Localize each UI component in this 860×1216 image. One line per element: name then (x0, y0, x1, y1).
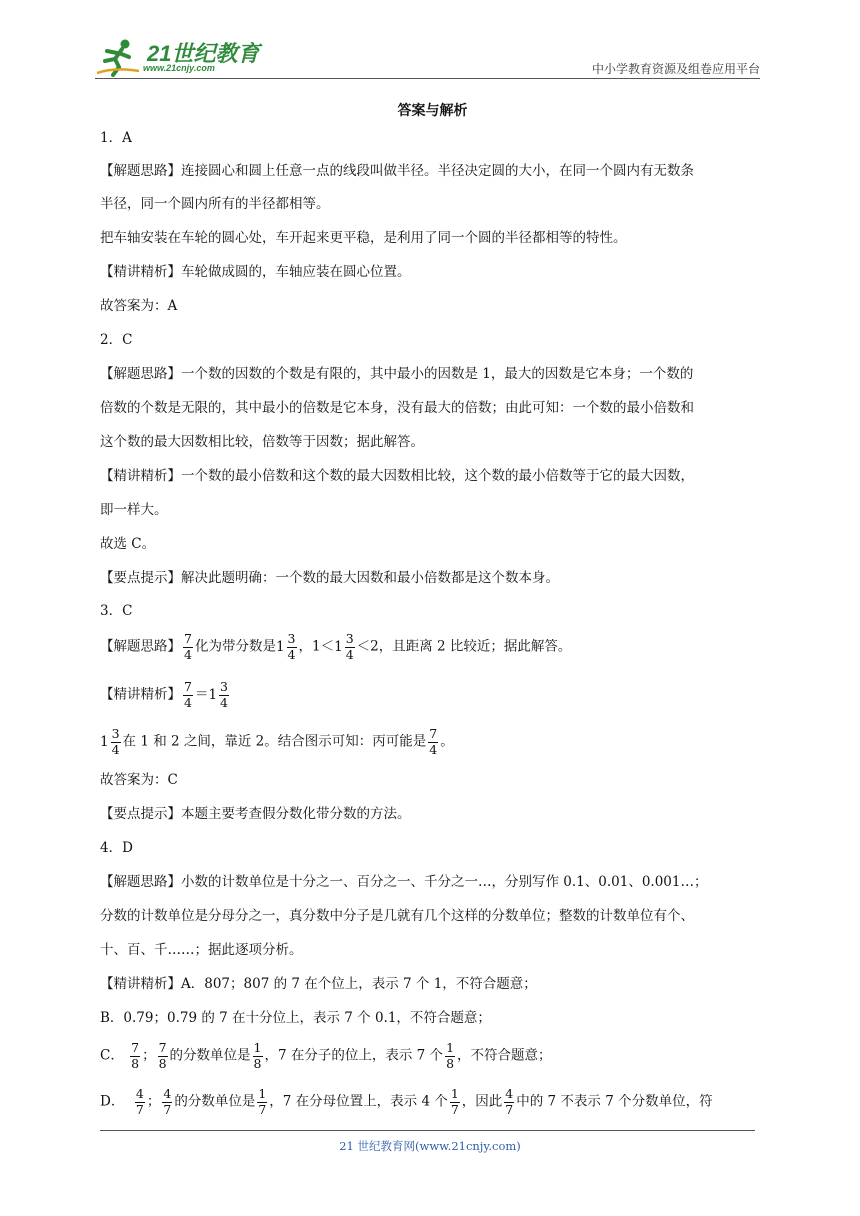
q3-analysis: 【精讲精析】 $\frac{7}{4}$ ＝1 $\frac{3}{4}$ (100, 679, 228, 710)
fraction-1-7: $\frac{1}{7}$ (258, 1086, 267, 1117)
fraction-3-4: $\frac{3}{4}$ (345, 631, 354, 662)
q1-answer: 1．A (100, 130, 132, 146)
q4-option-b: B．0.79；0.79 的 7 在十分位上，表示 7 个 0.1，不符合题意； (100, 1010, 491, 1026)
page-footer: 21 世纪教育网(www.21cnjy.com) (339, 1139, 521, 1153)
q3-idea-text2: ，1＜ (298, 638, 335, 655)
page-header (95, 35, 760, 79)
q1-analysis: 【精讲精析】车轮做成圆的，车轴应装在圆心位置。 (100, 264, 411, 280)
q2-answer: 2．C (100, 332, 133, 348)
q4-idea-line2: 分数的计数单位是分母分之一，真分数中分子是几就有几个这样的分数单位；整数的计数单位有个、 (100, 908, 694, 924)
q2-idea-line2: 倍数的个数是无限的，其中最小的倍数是它本身，没有最大的倍数；由此可知：一个数的最小倍数和 (100, 400, 694, 416)
q1-idea-line3: 把车轴安装在车轮的圆心处，车开起来更平稳，是利用了同一个圆的半径都相等的特性。 (100, 230, 627, 246)
fraction-1-7: $\frac{1}{7}$ (450, 1086, 459, 1117)
q2-result: 故选 C。 (100, 536, 156, 552)
fraction-7-4: $\frac{7}{4}$ (429, 726, 438, 757)
q4-option-d: D． $\frac{4}{7}$ ； $\frac{4}{7}$ 的分数单位是 $\frac{1}{7}$ ，7 在分母位置上，表示 4 个 $\frac{1}{7}$ ，因此 $\frac{4}{7}$ 中的 7 不表示 7 个分数单位，符 (100, 1086, 713, 1117)
q3-idea-text1: 化为带分数是 (194, 638, 276, 655)
logo-url: www.21cnjy.com (143, 63, 215, 73)
q3-idea-label: 【解题思路】 (100, 638, 181, 655)
fraction-1-8: $\frac{1}{8}$ (446, 1040, 455, 1071)
fraction-7-8: $\frac{7}{8}$ (158, 1040, 167, 1071)
logo-text: 21世纪教育 (147, 41, 260, 66)
site-logo (95, 35, 265, 79)
q4-idea-line1: 【解题思路】小数的计数单位是十分之一、百分之一、千分之一…，分别写作 0.1、0.01、0.001…； (100, 874, 708, 890)
q2-idea-line3: 这个数的最大因数相比较，倍数等于因数；据此解答。 (100, 434, 424, 450)
q2-analysis-line2: 即一样大。 (100, 502, 168, 518)
q1-idea-line2: 半径，同一个圆内所有的半径都相等。 (100, 196, 330, 212)
q3-analysis-label: 【精讲精析】 (100, 686, 181, 703)
q4-idea-line3: 十、百、千……；据此逐项分析。 (100, 942, 303, 958)
q1-result: 故答案为：A (100, 298, 178, 314)
q3-explanation: 1 $\frac{3}{4}$ 在 1 和 2 之间，靠近 2。结合图示可知：丙可能是 $\frac{7}{4}$ 。 (100, 726, 454, 757)
q4-option-a: 【精讲精析】A．807；807 的 7 在个位上，表示 7 个 1，不符合题意； (100, 976, 537, 992)
fraction-3-4: $\frac{3}{4}$ (111, 726, 120, 757)
fraction-7-4: $\frac{7}{4}$ (184, 679, 192, 710)
q3-idea-text3: ＜2，且距离 2 比较近；据此解答。 (356, 638, 572, 655)
platform-name: 中小学教育资源及组卷应用平台 (591, 62, 760, 76)
q1-idea-line1: 【解题思路】连接圆心和圆上任意一点的线段叫做半径。半径决定圆的大小，在同一个圆内有无数条 (100, 163, 694, 179)
fraction-3-4: $\frac{3}{4}$ (220, 679, 228, 710)
fraction-7-8: $\frac{7}{8}$ (131, 1040, 140, 1071)
footer-divider (100, 1130, 755, 1131)
fraction-1-8: $\frac{1}{8}$ (253, 1040, 262, 1071)
q3-result: 故答案为：C (100, 772, 178, 788)
q3-idea: 【解题思路】 $\frac{7}{4}$ 化为带分数是1 $\frac{3}{4}$ ，1＜1 $\frac{3}{4}$ ＜2，且距离 2 比较近；据此解答。 (100, 631, 572, 662)
header-divider (95, 78, 760, 79)
q2-tip: 【要点提示】解决此题明确：一个数的最大因数和最小倍数都是这个数本身。 (100, 570, 559, 586)
q3-tip: 【要点提示】本题主要考查假分数化带分数的方法。 (100, 806, 411, 822)
q4-option-c: C． $\frac{7}{8}$ ； $\frac{7}{8}$ 的分数单位是 $\frac{1}{8}$ ，7 在分子的位上，表示 7 个 $\frac{1}{8}$ ，不符合题意； (100, 1040, 552, 1071)
fraction-4-7: $\frac{4}{7}$ (163, 1086, 172, 1117)
q2-idea-line1: 【解题思路】一个数的因数的个数是有限的，其中最小的因数是 1，最大的因数是它本身；一个数的 (100, 366, 694, 382)
fraction-3-4: $\frac{3}{4}$ (287, 631, 296, 662)
runner-logo-icon (95, 37, 141, 77)
q2-analysis-line1: 【精讲精析】一个数的最小倍数和这个数的最大因数相比较，这个数的最小倍数等于它的最大因数， (100, 468, 694, 484)
fraction-4-7: $\frac{4}{7}$ (135, 1086, 144, 1117)
page-title: 答案与解析 (397, 103, 468, 119)
fraction-4-7: $\frac{4}{7}$ (505, 1086, 514, 1117)
fraction-7-4: $\frac{7}{4}$ (184, 631, 192, 662)
q4-answer: 4．D (100, 840, 133, 856)
q3-answer: 3．C (100, 603, 133, 619)
